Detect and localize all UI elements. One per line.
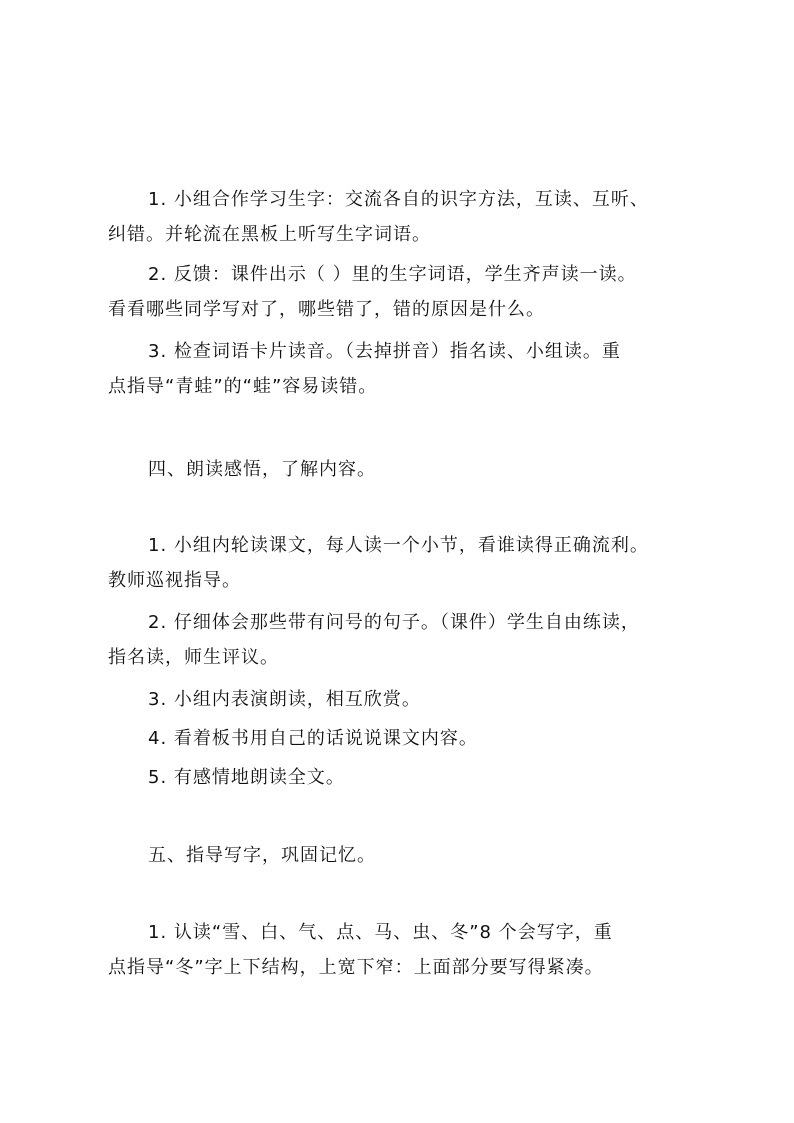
list-item-line: 点指导“青蛙”的“蛙”容易读错。 <box>108 376 378 397</box>
list-item-line: 看看哪些同学写对了，哪些错了，错的原因是什么。 <box>108 299 545 320</box>
list-item-line: 点指导“冬”字上下结构，上宽下窄：上面部分要写得紧凑。 <box>108 957 604 978</box>
list-item-line: 教师巡视指导。 <box>108 570 241 591</box>
list-item <box>108 605 708 675</box>
list-item <box>108 528 708 598</box>
list-item <box>108 334 708 404</box>
list-item <box>108 721 708 756</box>
section-heading: 五、指导写字，巩固记忆。 <box>148 845 376 866</box>
section-heading: 四、朗读感悟，了解内容。 <box>148 459 376 480</box>
list-item <box>108 182 708 252</box>
list-item-line: 1. 认读“雪、白、气、点、马、虫、冬”8 个会写字，重 <box>148 922 613 943</box>
list-item <box>108 682 708 717</box>
list-item <box>108 760 708 795</box>
list-item-line: 2. 反馈：课件出示（ ）里的生字词语，学生齐声读一读。 <box>148 264 637 285</box>
list-item-line: 指名读，师生评议。 <box>108 647 279 668</box>
list-item <box>108 915 708 985</box>
list-item-line: 3. 小组内表演朗读，相互欣赏。 <box>148 689 421 710</box>
list-item-line: 1. 小组合作学习生字：交流各自的识字方法，互读、互听、 <box>148 189 649 210</box>
list-item-line: 纠错。并轮流在黑板上听写生字词语。 <box>108 224 431 245</box>
list-item-line: 1. 小组内轮读课文，每人读一个小节，看谁读得正确流利。 <box>148 535 649 556</box>
list-item-line: 5. 有感情地朗读全文。 <box>148 767 345 788</box>
list-item-line: 2. 仔细体会那些带有问号的句子。（课件）学生自由练读， <box>148 612 640 633</box>
list-item-line: 4. 看着板书用自己的话说说课文内容。 <box>148 728 478 749</box>
list-item-line: 3. 检查词语卡片读音。（去掉拼音）指名读、小组读。重 <box>148 341 621 362</box>
list-item <box>108 257 708 327</box>
